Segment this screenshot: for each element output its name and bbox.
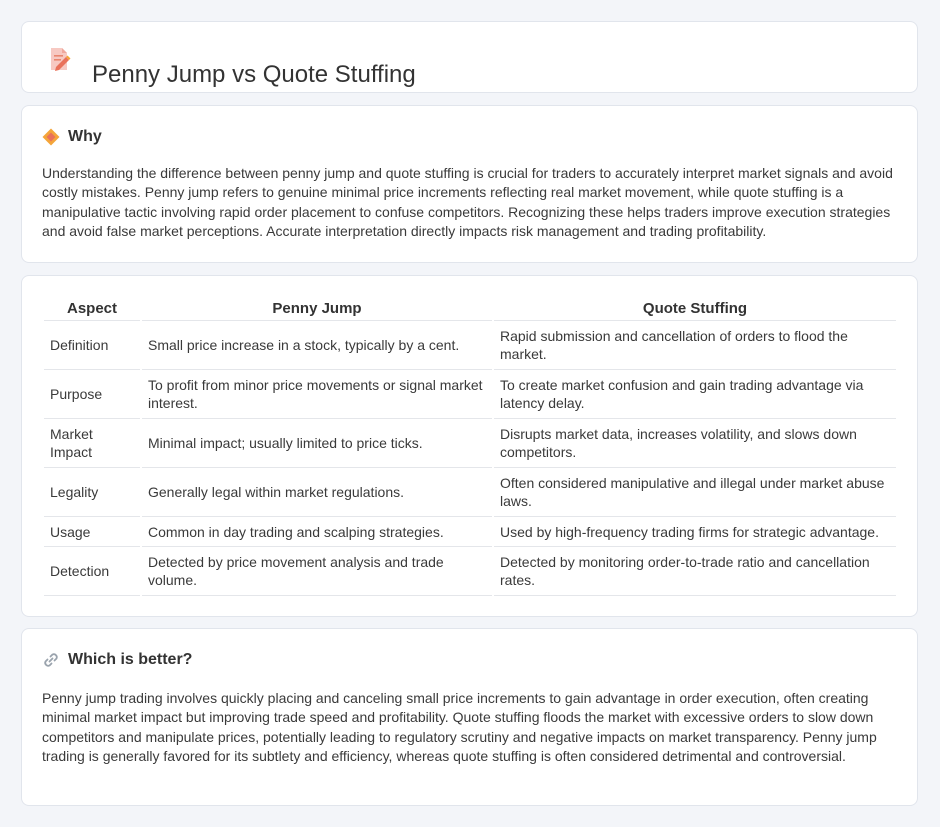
link-icon (42, 651, 60, 669)
penny-jump-cell: Small price increase in a stock, typically by a cent. (142, 321, 492, 370)
table-row (44, 370, 896, 419)
table-row (44, 468, 896, 517)
penny-jump-cell: Detected by price movement analysis and trade volume. (142, 547, 492, 596)
header-quote-stuffing: Quote Stuffing (494, 296, 896, 321)
why-section (21, 105, 918, 263)
page-title: Penny Jump vs Quote Stuffing (92, 61, 416, 89)
diamond-warning-icon (42, 128, 60, 146)
aspect-cell: Legality (44, 468, 140, 517)
aspect-cell: Market Impact (44, 419, 140, 468)
penny-jump-cell: Common in day trading and scalping strategies. (142, 517, 492, 547)
header-aspect: Aspect (44, 296, 140, 321)
quote-stuffing-cell: Used by high-frequency trading firms for strategic advantage. (494, 517, 896, 547)
better-heading-label: Which is better? (68, 651, 193, 668)
table-row (44, 547, 896, 596)
why-text: Understanding the difference between penny jump and quote stuffing is crucial for traders to accurately interpret market signals and avoid costly mistakes. Penny jump refers to genuine minimal price increments reflecting real market movement, while quote stuffing is a manipulative tactic involving rapid order placement to confuse competitors. Recognizing these helps traders improve execution strategies and avoid false market perceptions. Accurate interpretation directly impacts risk management and trading profitability. (42, 165, 893, 240)
quote-stuffing-cell: Rapid submission and cancellation of orders to flood the market. (494, 321, 896, 370)
header-card (21, 21, 918, 93)
table-header-row (44, 296, 896, 321)
quote-stuffing-cell: Disrupts market data, increases volatility, and slows down competitors. (494, 419, 896, 468)
quote-stuffing-cell: To create market confusion and gain trading advantage via latency delay. (494, 370, 896, 419)
penny-jump-cell: Minimal impact; usually limited to price ticks. (142, 419, 492, 468)
comparison-table (42, 296, 898, 596)
penny-jump-cell: To profit from minor price movements or signal market interest. (142, 370, 492, 419)
quote-stuffing-cell: Often considered manipulative and illegal under market abuse laws. (494, 468, 896, 517)
table-row (44, 419, 896, 468)
table-row (44, 517, 896, 547)
document-pen-icon (47, 46, 71, 72)
comparison-section (21, 275, 918, 617)
table-row (44, 321, 896, 370)
penny-jump-cell: Generally legal within market regulations. (142, 468, 492, 517)
aspect-cell: Definition (44, 321, 140, 370)
which-is-better-section (21, 628, 918, 806)
better-text: Penny jump trading involves quickly placing and canceling small price increments to gain advantage in order execution, often creating minimal market impact but improving trade speed and profitability. Quote stuffing floods the market with excessive orders to slow down competitors and manipulate prices, potentially leading to regulatory scrutiny and negative impacts on market transparency. Penny jump trading is generally favored for its subtlety and efficiency, whereas quote stuffing is often considered detrimental and controversial. (42, 690, 877, 765)
why-heading-label: Why (68, 128, 102, 145)
quote-stuffing-cell: Detected by monitoring order-to-trade ratio and cancellation rates. (494, 547, 896, 596)
aspect-cell: Detection (44, 547, 140, 596)
header-penny-jump: Penny Jump (142, 296, 492, 321)
aspect-cell: Usage (44, 517, 140, 547)
aspect-cell: Purpose (44, 370, 140, 419)
